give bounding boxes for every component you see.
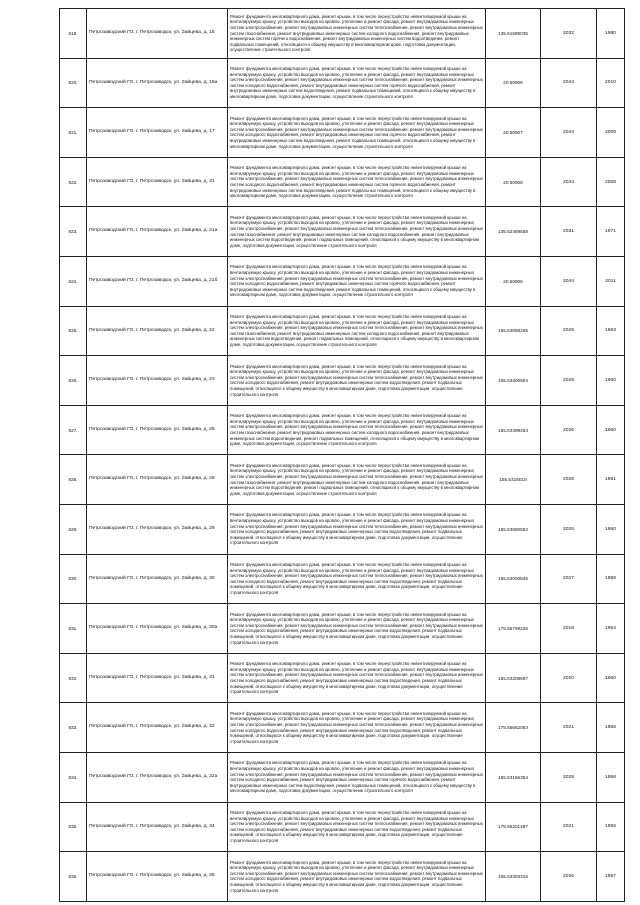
- object-code-cell: 155.53208697: [486, 653, 541, 703]
- works-cell: Ремонт фундамента многоквартирного дома, ремонт крыши, в том числе переустройство невентилируемой крыши на вентилируемую крышу, устройство выходов на кровлю, утепление и ремонт фасада, ремонт внутридомовых инженерных систем электроснабжения, ремонт внутридомовых инженерных систем теплоснабжения, ремонт внутридомовых инженерных систем газоснабжения, ремонт внутридомовых инженерных систем холодного водоснабжения, ремонт внутридомовых инженерных систем водоотведения, ремонт подвальных помещений, относящихся к общему имуществу в многоквартирном доме, подготовка документации, осуществление строительного контроля: [228, 455, 486, 505]
- address-cell: Петрозаводский ГО, г. Петрозаводск, ул. Зайцева, д. 35: [87, 852, 228, 902]
- table-row: [60, 504, 625, 554]
- planned-year-cell: 2044: [541, 108, 597, 158]
- row-number: 822.: [60, 157, 87, 207]
- build-year-cell: 1960: [597, 653, 625, 703]
- address-cell: Петрозаводский ГО, г. Петрозаводск, ул. Зайцева, д. 32а: [87, 752, 228, 802]
- build-year-cell: 1980: [597, 9, 625, 59]
- address-cell: Петрозаводский ГО, г. Петрозаводск, ул. Зайцева, д. 21: [87, 157, 228, 207]
- address-cell: Петрозаводский ГО, г. Петрозаводск, ул. Зайцева, д. 28: [87, 455, 228, 505]
- row-number: 825.: [60, 306, 87, 356]
- works-cell: Ремонт фундамента многоквартирного дома, ремонт крыши, в том числе переустройство невентилируемой крыши на вентилируемую крышу, устройство выходов на кровлю, утепление и ремонт фасада, ремонт внутридомовых инженерных систем электроснабжения, ремонт внутридомовых инженерных систем теплоснабжения, ремонт внутридомовых инженерных систем холодного водоснабжения, ремонт внутридомовых инженерных систем горячего водоснабжения, ремонт внутридомовых инженерных систем водоотведения, ремонт подвальных помещений, относящихся к общему имуществу в многоквартирном доме, подготовка документации, осуществление строительного контроля: [228, 256, 486, 306]
- object-code-cell: 135.52489658: [486, 207, 541, 257]
- works-cell: Ремонт фундамента многоквартирного дома, ремонт крыши, в том числе переустройство невентилируемой крыши на вентилируемую крышу, устройство выходов на кровлю, утепление и ремонт фасада, ремонт внутридомовых инженерных систем электроснабжения, ремонт внутридомовых инженерных систем теплоснабжения, ремонт внутридомовых инженерных систем холодного водоснабжения, ремонт внутридомовых инженерных систем водоотведения, ремонт подвальных помещений, относящихся к общему имуществу в многоквартирном доме, подготовка документации, осуществление строительного контроля: [228, 802, 486, 852]
- build-year-cell: 1960: [597, 356, 625, 406]
- table-row: [60, 306, 625, 356]
- planned-year-cell: 2018: [541, 604, 597, 654]
- row-number: 829.: [60, 504, 87, 554]
- table-row: [60, 604, 625, 654]
- table-row: [60, 405, 625, 455]
- planned-year-cell: 2031: [541, 207, 597, 257]
- object-code-cell: 155.5316019: [486, 455, 541, 505]
- table-row: [60, 554, 625, 604]
- address-cell: Петрозаводский ГО, г. Петрозаводск, ул. Зайцева, д. 29: [87, 504, 228, 554]
- address-cell: Петрозаводский ГО, г. Петрозаводск, ул. Зайцева, д. 21а: [87, 207, 228, 257]
- row-number: 821.: [60, 108, 87, 158]
- build-year-cell: 1957: [597, 852, 625, 902]
- works-cell: Ремонт фундамента многоквартирного дома, ремонт крыши, в том числе переустройство невентилируемой крыши на вентилируемую крышу, устройство выходов на кровлю, утепление и ремонт фасада, ремонт внутридомовых инженерных систем электроснабжения, ремонт внутридомовых инженерных систем теплоснабжения, ремонт внутридомовых инженерных систем холодного водоснабжения, ремонт внутридомовых инженерных систем водоотведения, ремонт подвальных помещений, относящихся к общему имуществу в многоквартирном доме, подготовка документации, осуществление строительного контроля: [228, 356, 486, 406]
- planned-year-cell: 2044: [541, 256, 597, 306]
- housing-repair-register-table: [59, 8, 625, 902]
- works-cell: Ремонт фундамента многоквартирного дома, ремонт крыши, в том числе переустройство невентилируемой крыши на вентилируемую крышу, устройство выходов на кровлю, утепление и ремонт фасада, ремонт внутридомовых инженерных систем электроснабжения, ремонт внутридомовых инженерных систем теплоснабжения, ремонт внутридомовых инженерных систем газоснабжения, ремонт внутридомовых инженерных систем холодного водоснабжения, ремонт внутридомовых инженерных систем водоотведения, ремонт подвальных помещений, относящихся к общему имуществу в многоквартирном доме, подготовка документации, осуществление строительного контроля: [228, 405, 486, 455]
- build-year-cell: 1971: [597, 207, 625, 257]
- works-cell: Ремонт фундамента многоквартирного дома, ремонт крыши, в том числе переустройство невентилируемой крыши на вентилируемую крышу, устройство выходов на кровлю, утепление и ремонт фасада, ремонт внутридомовых инженерных систем электроснабжения, ремонт внутридомовых инженерных систем теплоснабжения, ремонт внутридомовых инженерных систем газоснабжения, ремонт внутридомовых инженерных систем холодного водоснабжения, ремонт внутридомовых инженерных систем водоотведения, ремонт подвальных помещений, относящихся к общему имуществу в многоквартирном доме, подготовка документации, осуществление строительного контроля: [228, 207, 486, 257]
- works-cell: Ремонт фундамента многоквартирного дома, ремонт крыши, в том числе переустройство невентилируемой крыши на вентилируемую крышу, устройство выходов на кровлю, утепление и ремонт фасада, ремонт внутридомовых инженерных систем электроснабжения, ремонт внутридомовых инженерных систем теплоснабжения, ремонт внутридомовых инженерных систем холодного водоснабжения, ремонт внутридомовых инженерных систем горячего водоснабжения, ремонт внутридомовых инженерных систем водоотведения, ремонт подвальных помещений, относящихся к общему имуществу в многоквартирном доме, подготовка документации, осуществление строительного контроля: [228, 58, 486, 108]
- build-year-cell: 1961: [597, 455, 625, 505]
- build-year-cell: 2008: [597, 157, 625, 207]
- works-cell: Ремонт фундамента многоквартирного дома, ремонт крыши, в том числе переустройство невентилируемой крыши на вентилируемую крышу, устройство выходов на кровлю, утепление и ремонт фасада, ремонт внутридомовых инженерных систем электроснабжения, ремонт внутридомовых инженерных систем теплоснабжения, ремонт внутридомовых инженерных систем газоснабжения, ремонт внутридомовых инженерных систем холодного водоснабжения, ремонт внутридомовых инженерных систем горячего водоснабжения, ремонт внутридомовых инженерных систем водоотведения, ремонт подвальных помещений, относящихся к общему имуществу в многоквартирном доме, подготовка документации, осуществление строительного контроля: [228, 9, 486, 59]
- object-code-cell: 20.50906: [486, 58, 541, 108]
- build-year-cell: 1954: [597, 604, 625, 654]
- row-number: 827.: [60, 405, 87, 455]
- works-cell: Ремонт фундамента многоквартирного дома, ремонт крыши, в том числе переустройство невентилируемой крыши на вентилируемую крышу, устройство выходов на кровлю, утепление и ремонт фасада, ремонт внутридомовых инженерных систем электроснабжения, ремонт внутридомовых инженерных систем теплоснабжения, ремонт внутридомовых инженерных систем холодного водоснабжения, ремонт внутридомовых инженерных систем горячего водоснабжения, ремонт внутридомовых инженерных систем водоотведения, ремонт подвальных помещений, относящихся к общему имуществу в многоквартирном доме, подготовка документации, осуществление строительного контроля: [228, 157, 486, 207]
- address-cell: Петрозаводский ГО, г. Петрозаводск, ул. Зайцева, д. 30: [87, 554, 228, 604]
- object-code-cell: 155.53680552: [486, 504, 541, 554]
- planned-year-cell: 2032: [541, 9, 597, 59]
- build-year-cell: 1958: [597, 554, 625, 604]
- works-cell: Ремонт фундамента многоквартирного дома, ремонт крыши, в том числе переустройство невентилируемой крыши на вентилируемую крышу, устройство выходов на кровлю, утепление и ремонт фасада, ремонт внутридомовых инженерных систем электроснабжения, ремонт внутридомовых инженерных систем теплоснабжения, ремонт внутридомовых инженерных систем холодного водоснабжения, ремонт внутридомовых инженерных систем горячего водоснабжения, ремонт внутридомовых инженерных систем водоотведения, ремонт подвальных помещений, относящихся к общему имуществу в многоквартирном доме, подготовка документации, осуществление строительного контроля: [228, 108, 486, 158]
- table-row: [60, 207, 625, 257]
- planned-year-cell: 2044: [541, 157, 597, 207]
- planned-year-cell: 2028: [541, 752, 597, 802]
- object-code-cell: 135.51689035: [486, 9, 541, 59]
- build-year-cell: 1960: [597, 405, 625, 455]
- row-number: 823.: [60, 207, 87, 257]
- planned-year-cell: 2026: [541, 504, 597, 554]
- address-cell: Петрозаводский ГО, г. Петрозаводск, ул. Зайцева, д. 34: [87, 802, 228, 852]
- works-cell: Ремонт фундамента многоквартирного дома, ремонт крыши, в том числе переустройство невентилируемой крыши на вентилируемую крышу, устройство выходов на кровлю, утепление и ремонт фасада, ремонт внутридомовых инженерных систем электроснабжения, ремонт внутридомовых инженерных систем теплоснабжения, ремонт внутридомовых инженерных систем холодного водоснабжения, ремонт внутридомовых инженерных систем водоотведения, ремонт подвальных помещений, относящихся к общему имуществу в многоквартирном доме, подготовка документации, осуществление строительного контроля: [228, 604, 486, 654]
- table-row: [60, 802, 625, 852]
- object-code-cell: 175.55799226: [486, 604, 541, 654]
- address-cell: Петрозаводский ГО, г. Петрозаводск, ул. Зайцева, д. 17: [87, 108, 228, 158]
- planned-year-cell: 2020: [541, 653, 597, 703]
- row-number: 832.: [60, 653, 87, 703]
- object-code-cell: 155.53166354: [486, 752, 541, 802]
- object-code-cell: 155.53000845: [486, 554, 541, 604]
- table-row: [60, 653, 625, 703]
- table-row: [60, 108, 625, 158]
- build-year-cell: 1956: [597, 802, 625, 852]
- address-cell: Петрозаводский ГО, г. Петрозаводск, ул. Зайцева, д. 21б: [87, 256, 228, 306]
- table-row: [60, 455, 625, 505]
- address-cell: Петрозаводский ГО, г. Петрозаводск, ул. Зайцева, д. 30а: [87, 604, 228, 654]
- row-number: 828.: [60, 455, 87, 505]
- object-code-cell: 175.55201487: [486, 802, 541, 852]
- row-number: 835.: [60, 802, 87, 852]
- row-number: 836.: [60, 852, 87, 902]
- build-year-cell: 2011: [597, 256, 625, 306]
- address-cell: Петрозаводский ГО, г. Петрозаводск, ул. Зайцева, д. 32: [87, 703, 228, 753]
- address-cell: Петрозаводский ГО, г. Петрозаводск, ул. Зайцева, д. 15а: [87, 58, 228, 108]
- build-year-cell: 1958: [597, 752, 625, 802]
- planned-year-cell: 2021: [541, 802, 597, 852]
- table-row: [60, 703, 625, 753]
- object-code-cell: 20.50906: [486, 256, 541, 306]
- row-number: 831.: [60, 604, 87, 654]
- table-row: [60, 356, 625, 406]
- address-cell: Петрозаводский ГО, г. Петрозаводск, ул. Зайцева, д. 22: [87, 306, 228, 356]
- row-number: 834.: [60, 752, 87, 802]
- address-cell: Петрозаводский ГО, г. Петрозаводск, ул. Зайцева, д. 15: [87, 9, 228, 59]
- row-number: 826.: [60, 356, 87, 406]
- build-year-cell: 2010: [597, 58, 625, 108]
- row-number: 830.: [60, 554, 87, 604]
- object-code-cell: 20.50907: [486, 108, 541, 158]
- address-cell: Петрозаводский ГО, г. Петрозаводск, ул. Зайцева, д. 23: [87, 356, 228, 406]
- works-cell: Ремонт фундамента многоквартирного дома, ремонт крыши, в том числе переустройство невентилируемой крыши на вентилируемую крышу, устройство выходов на кровлю, утепление и ремонт фасада, ремонт внутридомовых инженерных систем электроснабжения, ремонт внутридомовых инженерных систем теплоснабжения, ремонт внутридомовых инженерных систем холодного водоснабжения, ремонт внутридомовых инженерных систем водоотведения, ремонт подвальных помещений, относящихся к общему имуществу в многоквартирном доме, подготовка документации, осуществление строительного контроля: [228, 504, 486, 554]
- object-code-cell: 155.53399453: [486, 405, 541, 455]
- planned-year-cell: 2021: [541, 703, 597, 753]
- object-code-cell: 155.53400594: [486, 356, 541, 406]
- table-row: [60, 157, 625, 207]
- works-cell: Ремонт фундамента многоквартирного дома, ремонт крыши, в том числе переустройство невентилируемой крыши на вентилируемую крышу, устройство выходов на кровлю, утепление и ремонт фасада, ремонт внутридомовых инженерных систем электроснабжения, ремонт внутридомовых инженерных систем теплоснабжения, ремонт внутридомовых инженерных систем холодного водоснабжения, ремонт внутридомовых инженерных систем водоотведения, ремонт подвальных помещений, относящихся к общему имуществу в многоквартирном доме, подготовка документации, осуществление строительного контроля: [228, 852, 486, 902]
- row-number: 833.: [60, 703, 87, 753]
- works-cell: Ремонт фундамента многоквартирного дома, ремонт крыши, в том числе переустройство невентилируемой крыши на вентилируемую крышу, устройство выходов на кровлю, утепление и ремонт фасада, ремонт внутридомовых инженерных систем электроснабжения, ремонт внутридомовых инженерных систем теплоснабжения, ремонт внутридомовых инженерных систем газоснабжения, ремонт внутридомовых инженерных систем холодного водоснабжения, ремонт внутридомовых инженерных систем водоотведения, ремонт подвальных помещений, относящихся к общему имуществу в многоквартирном доме, подготовка документации, осуществление строительного контроля: [228, 306, 486, 356]
- object-code-cell: 20.50908: [486, 157, 541, 207]
- planned-year-cell: 2028: [541, 356, 597, 406]
- works-cell: Ремонт фундамента многоквартирного дома, ремонт крыши, в том числе переустройство невентилируемой крыши на вентилируемую крышу, устройство выходов на кровлю, утепление и ремонт фасада, ремонт внутридомовых инженерных систем электроснабжения, ремонт внутридомовых инженерных систем теплоснабжения, ремонт внутридомовых инженерных систем холодного водоснабжения, ремонт внутридомовых инженерных систем водоотведения, ремонт подвальных помещений, относящихся к общему имуществу в многоквартирном доме, подготовка документации, осуществление строительного контроля: [228, 703, 486, 753]
- planned-year-cell: 2027: [541, 554, 597, 604]
- row-number: 820.: [60, 58, 87, 108]
- row-number: 824.: [60, 256, 87, 306]
- table-row: [60, 58, 625, 108]
- planned-year-cell: 2044: [541, 58, 597, 108]
- table-body: [60, 9, 625, 902]
- works-cell: Ремонт фундамента многоквартирного дома, ремонт крыши, в том числе переустройство невентилируемой крыши на вентилируемую крышу, устройство выходов на кровлю, утепление и ремонт фасада, ремонт внутридомовых инженерных систем электроснабжения, ремонт внутридомовых инженерных систем теплоснабжения, ремонт внутридомовых инженерных систем холодного водоснабжения, ремонт внутридомовых инженерных систем водоотведения, ремонт подвальных помещений, относящихся к общему имуществу в многоквартирном доме, подготовка документации, осуществление строительного контроля: [228, 554, 486, 604]
- build-year-cell: 1958: [597, 703, 625, 753]
- build-year-cell: 1960: [597, 504, 625, 554]
- row-number: 819.: [60, 9, 87, 59]
- table-row: [60, 752, 625, 802]
- object-code-cell: 155.53303315: [486, 852, 541, 902]
- build-year-cell: 2009: [597, 108, 625, 158]
- table-row: [60, 852, 625, 902]
- object-code-cell: 155.53068265: [486, 306, 541, 356]
- planned-year-cell: 2029: [541, 306, 597, 356]
- works-cell: Ремонт фундамента многоквартирного дома, ремонт крыши, в том числе переустройство невентилируемой крыши на вентилируемую крышу, устройство выходов на кровлю, утепление и ремонт фасада, ремонт внутридомовых инженерных систем электроснабжения, ремонт внутридомовых инженерных систем теплоснабжения, ремонт внутридомовых инженерных систем холодного водоснабжения, ремонт внутридомовых инженерных систем горячего водоснабжения, ремонт внутридомовых инженерных систем водоотведения, ремонт подвальных помещений, относящихся к общему имуществу в многоквартирном доме, подготовка документации, осуществление строительного контроля: [228, 752, 486, 802]
- build-year-cell: 1963: [597, 306, 625, 356]
- address-cell: Петрозаводский ГО, г. Петрозаводск, ул. Зайцева, д. 25: [87, 405, 228, 455]
- planned-year-cell: 2026: [541, 852, 597, 902]
- address-cell: Петрозаводский ГО, г. Петрозаводск, ул. Зайцева, д. 31: [87, 653, 228, 703]
- table-row: [60, 9, 625, 59]
- table-row: [60, 256, 625, 306]
- planned-year-cell: 2026: [541, 405, 597, 455]
- works-cell: Ремонт фундамента многоквартирного дома, ремонт крыши, в том числе переустройство невентилируемой крыши на вентилируемую крышу, устройство выходов на кровлю, утепление и ремонт фасада, ремонт внутридомовых инженерных систем электроснабжения, ремонт внутридомовых инженерных систем теплоснабжения, ремонт внутридомовых инженерных систем холодного водоснабжения, ремонт внутридомовых инженерных систем водоотведения, ремонт подвальных помещений, относящихся к общему имуществу в многоквартирном доме, подготовка документации, осуществление строительного контроля: [228, 653, 486, 703]
- object-code-cell: 175.55662053: [486, 703, 541, 753]
- planned-year-cell: 2026: [541, 455, 597, 505]
